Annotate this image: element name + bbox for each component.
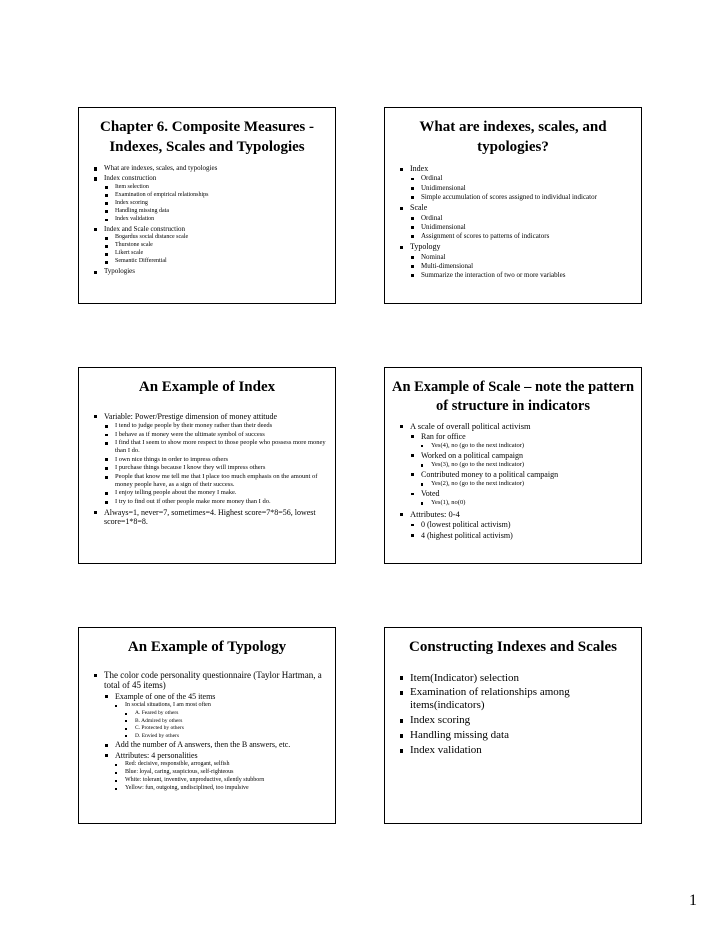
slide-title: An Example of Index <box>138 379 276 395</box>
bullet-item-level-2: Unidimensional <box>385 184 641 192</box>
bullet-item-level-2: Summarize the interaction of two or more variables <box>385 271 641 279</box>
bullet-item-level-4: C. Protected by others <box>79 725 335 731</box>
bullet-item-level-4: B. Admired by others <box>79 718 335 724</box>
bullet-item-level-2: Thurstone scale <box>79 242 335 249</box>
bullet-item-level-1: Index <box>385 164 641 173</box>
bullet-item-level-2: I enjoy telling people about the money I make. <box>79 489 335 497</box>
slide-4 <box>384 367 642 564</box>
bullet-item-level-3: Yes(1), no(0) <box>385 499 641 507</box>
bullet-item-level-3: In social situations, I am most often <box>79 702 335 709</box>
bullet-list <box>385 672 641 758</box>
slide-title: An Example of Scale – note the pattern of structure in indicators <box>391 379 635 414</box>
bullet-item-level-2: 0 (lowest political activism) <box>385 520 641 529</box>
bullet-item-level-2: People that know me tell me that I place too much emphasis on the amount of money people have, as a sign of their success. <box>79 473 335 488</box>
slide-title: Chapter 6. Composite Measures - Indexes, Scales and Typologies <box>99 119 314 155</box>
bullet-item-level-2: Semantic Differential <box>79 258 335 265</box>
bullet-item-level-2: Worked on a political campaign <box>385 451 641 460</box>
bullet-item-level-4: D. Envied by others <box>79 733 335 739</box>
bullet-item-level-2: Ran for office <box>385 432 641 441</box>
bullet-item-level-3: Red: decisive, responsible, arrogant, selfish <box>79 761 335 768</box>
bullet-item-level-1: Always=1, never=7, sometimes=4. Highest score=7*8=56, lowest score=1*8=8. <box>79 508 335 527</box>
bullet-item-level-1: What are indexes, scales, and typologies <box>79 164 335 172</box>
bullet-item-level-2: Item selection <box>79 184 335 191</box>
bullet-item-level-1: Variable: Power/Prestige dimension of money attitude <box>79 412 335 421</box>
bullet-item-level-2: Simple accumulation of scores assigned to individual indicator <box>385 193 641 201</box>
bullet-item-level-2: Likert scale <box>79 250 335 257</box>
slide-6 <box>384 627 642 824</box>
bullet-item-level-2: Index scoring <box>79 200 335 207</box>
bullet-item-level-2: I behave as if money were the ultimate symbol of success <box>79 431 335 439</box>
bullet-item-level-3: Yes(3), no (go to the next indicator) <box>385 461 641 469</box>
bullet-item-level-2: I tend to judge people by their money rather than their deeds <box>79 422 335 430</box>
bullet-item-level-1: Item(Indicator) selection <box>385 672 641 685</box>
bullet-list <box>79 670 335 793</box>
bullet-item-level-2: Multi-dimensional <box>385 262 641 270</box>
slide-1 <box>78 107 336 304</box>
bullet-item-level-2: Example of one of the 45 items <box>79 692 335 701</box>
slide-5 <box>78 627 336 824</box>
bullet-item-level-3: Yellow: fun, outgoing, undisciplined, too impulsive <box>79 785 335 792</box>
bullet-item-level-2: Handling missing data <box>79 208 335 215</box>
bullet-list <box>79 164 335 276</box>
slide-3 <box>78 367 336 564</box>
bullet-item-level-1: The color code personality questionnaire (Taylor Hartman, a total of 45 items) <box>79 670 335 691</box>
bullet-item-level-2: Voted <box>385 489 641 498</box>
bullet-item-level-3: White: tolerant, inventive, unproductive, silently stubborn <box>79 777 335 784</box>
bullet-list <box>385 421 641 540</box>
bullet-item-level-2: Ordinal <box>385 214 641 222</box>
page-number: 1 <box>689 892 697 909</box>
bullet-item-level-2: Contributed money to a political campaign <box>385 470 641 479</box>
slide-2 <box>384 107 642 304</box>
bullet-item-level-2: I own nice things in order to impress others <box>79 456 335 464</box>
bullet-item-level-3: Yes(2), no (go to the next indicator) <box>385 480 641 488</box>
bullet-item-level-1: Index construction <box>79 174 335 182</box>
bullet-item-level-4: A. Feared by others <box>79 710 335 716</box>
slide-title: What are indexes, scales, and typologies? <box>419 119 607 155</box>
bullet-item-level-3: Blue: loyal, caring, suspicious, self-righteous <box>79 769 335 776</box>
bullet-item-level-2: Attributes: 4 personalities <box>79 751 335 760</box>
bullet-item-level-1: Index validation <box>385 744 641 757</box>
bullet-item-level-1: Typologies <box>79 267 335 275</box>
bullet-item-level-2: Examination of empirical relationships <box>79 192 335 199</box>
bullet-item-level-2: Bogardus social distance scale <box>79 234 335 241</box>
bullet-item-level-1: Index and Scale construction <box>79 225 335 233</box>
slide-title: An Example of Typology <box>127 639 287 655</box>
bullet-item-level-2: Unidimensional <box>385 223 641 231</box>
bullet-item-level-2: Index validation <box>79 216 335 223</box>
slide-title: Constructing Indexes and Scales <box>409 639 617 655</box>
bullet-item-level-2: 4 (highest political activism) <box>385 531 641 540</box>
bullet-item-level-2: I try to find out if other people make more money than I do. <box>79 498 335 506</box>
bullet-item-level-1: Examination of relationships among items(indicators) <box>385 686 641 712</box>
bullet-item-level-2: Add the number of A answers, then the B answers, etc. <box>79 740 335 749</box>
bullet-item-level-1: Handling missing data <box>385 729 641 742</box>
bullet-item-level-2: Nominal <box>385 253 641 261</box>
bullet-list <box>79 412 335 527</box>
bullet-item-level-2: Assignment of scores to patterns of indicators <box>385 232 641 240</box>
bullet-item-level-1: Scale <box>385 203 641 212</box>
bullet-item-level-2: I purchase things because I know they will impress others <box>79 464 335 472</box>
bullet-item-level-1: Index scoring <box>385 714 641 727</box>
bullet-item-level-2: Ordinal <box>385 174 641 182</box>
bullet-item-level-1: Attributes: 0-4 <box>385 509 641 519</box>
bullet-list <box>385 164 641 280</box>
bullet-item-level-3: Yes(4), no (go to the next indicator) <box>385 442 641 450</box>
bullet-item-level-1: Typology <box>385 242 641 251</box>
bullet-item-level-2: I find that I seem to show more respect to those people who possess more money than I do. <box>79 439 335 454</box>
bullet-item-level-1: A scale of overall political activism <box>385 421 641 431</box>
